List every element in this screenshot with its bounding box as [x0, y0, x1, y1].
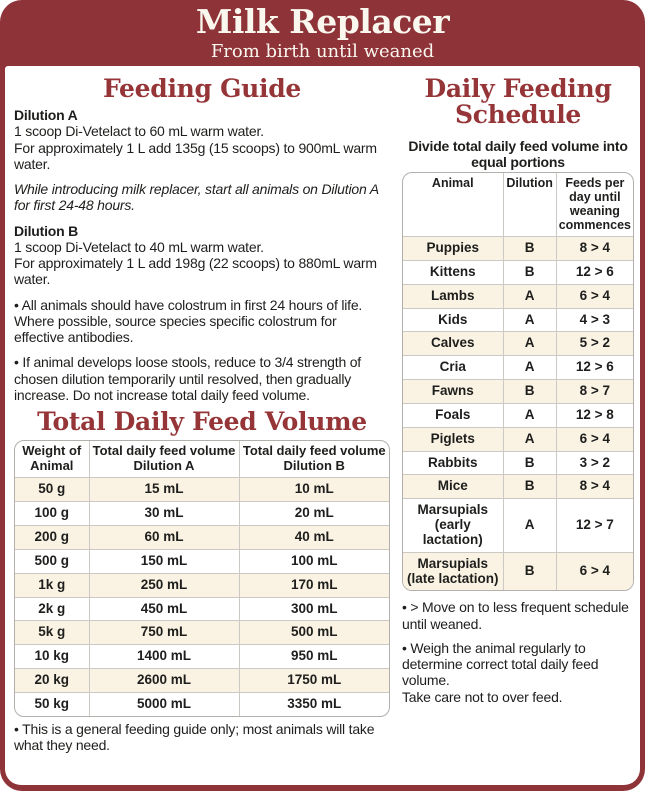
schedule-column [402, 70, 634, 785]
table-row [403, 260, 633, 284]
table-row [403, 284, 633, 308]
table-cell: 1750 mL [239, 669, 389, 693]
table-cell: B [503, 451, 556, 475]
feeding-guide-title: Feeding Guide [102, 74, 302, 103]
table-cell: Puppies [403, 236, 503, 260]
column-header: Total daily feed volume Dilution B [239, 441, 389, 478]
table-row [15, 645, 389, 669]
table-row [15, 502, 389, 526]
table-row [403, 499, 633, 553]
dilution-a-label: Dilution A [14, 107, 78, 124]
table-cell: 150 mL [89, 549, 239, 573]
table-row [403, 380, 633, 404]
content-area [5, 66, 640, 785]
table-row [403, 332, 633, 356]
table-header-row [15, 441, 389, 478]
table-row [403, 475, 633, 499]
table-cell: 12 > 8 [556, 403, 633, 427]
column-header: Animal [431, 175, 474, 190]
table-cell: 2k g [15, 597, 89, 621]
table-cell: 100 mL [239, 549, 389, 573]
table-row [15, 573, 389, 597]
volume-table-title: Total Daily Feed Volume [37, 407, 367, 436]
table-cell: 1k g [15, 573, 89, 597]
page-subtitle: From birth until weaned [210, 40, 435, 62]
table-cell: Marsupials (late lactation) [403, 552, 503, 590]
table-row [403, 451, 633, 475]
table-row [15, 669, 389, 693]
table-cell: 3 > 2 [556, 451, 633, 475]
table-cell: A [503, 403, 556, 427]
table-cell: B [503, 552, 556, 590]
table-cell: 4 > 3 [556, 308, 633, 332]
table-cell: 5 > 2 [556, 332, 633, 356]
table-row [403, 403, 633, 427]
bullet-colostrum: • All animals should have colostrum in first 24 hours of life. Where possible, source species specific colostrum for effective antibodies. [14, 296, 363, 346]
table-cell: 450 mL [89, 597, 239, 621]
table-cell: A [503, 427, 556, 451]
table-cell: 15 mL [89, 478, 239, 502]
table-cell: 500 mL [239, 621, 389, 645]
table-header-row [403, 173, 633, 237]
table-cell: 950 mL [239, 645, 389, 669]
schedule-table [403, 173, 633, 591]
table-cell: 60 mL [89, 526, 239, 550]
dilution-b-label: Dilution B [14, 222, 79, 239]
table-cell: Lambs [403, 284, 503, 308]
table-cell: Rabbits [403, 451, 503, 475]
table-cell: 6 > 4 [556, 427, 633, 451]
column-header: Feeds per day until weaning commences [556, 173, 633, 237]
table-cell: 300 mL [239, 597, 389, 621]
table-cell: Foals [403, 403, 503, 427]
dilution-b-line1: 1 scoop Di-Vetelact to 40 mL warm water. [14, 238, 264, 255]
table-cell: 30 mL [89, 502, 239, 526]
table-cell: Cria [403, 356, 503, 380]
table-cell: B [503, 380, 556, 404]
schedule-note-overfeed: Take care not to over feed. [402, 688, 563, 705]
table-row [15, 526, 389, 550]
table-cell: 5k g [15, 621, 89, 645]
dilution-a-line2: For approximately 1 L add 135g (15 scoops) to 900mL warm water. [14, 139, 377, 172]
table-cell: 50 kg [15, 692, 89, 715]
table-cell: Fawns [403, 380, 503, 404]
table-row [15, 549, 389, 573]
column-header: Total daily feed volume Dilution A [89, 441, 239, 478]
table-cell: 3350 mL [239, 692, 389, 715]
volume-table [15, 441, 389, 716]
table-cell: 200 g [15, 526, 89, 550]
table-cell: 1400 mL [89, 645, 239, 669]
schedule-note-weigh: • Weigh the animal regularly to determine correct total daily feed volume. [402, 639, 599, 689]
table-cell: 10 mL [239, 478, 389, 502]
table-cell: 8 > 4 [556, 475, 633, 499]
table-cell: B [503, 260, 556, 284]
column-header: Dilution [503, 173, 556, 237]
table-cell: Marsupials (early lactation) [403, 499, 503, 553]
table-cell: 12 > 6 [556, 356, 633, 380]
table-cell: 750 mL [89, 621, 239, 645]
table-row [403, 356, 633, 380]
table-cell: A [503, 332, 556, 356]
table-cell: A [503, 356, 556, 380]
table-cell: 8 > 4 [556, 236, 633, 260]
table-cell: 6 > 4 [556, 284, 633, 308]
table-row [15, 692, 389, 715]
schedule-subtitle: Divide total daily feed volume into equal portions [408, 137, 628, 170]
table-cell: 2600 mL [89, 669, 239, 693]
table-cell: 50 g [15, 478, 89, 502]
table-row [403, 552, 633, 590]
table-cell: 12 > 6 [556, 260, 633, 284]
table-cell: 20 mL [239, 502, 389, 526]
table-cell: B [503, 236, 556, 260]
table-row [15, 478, 389, 502]
table-cell: Piglets [403, 427, 503, 451]
table-row [403, 427, 633, 451]
table-cell: 250 mL [89, 573, 239, 597]
table-cell: 8 > 7 [556, 380, 633, 404]
table-cell: 100 g [15, 502, 89, 526]
dilution-b-line2: For approximately 1 L add 198g (22 scoops) to 880mL warm water. [14, 255, 377, 288]
dilution-a-line1: 1 scoop Di-Vetelact to 60 mL warm water. [14, 123, 264, 140]
table-row [15, 597, 389, 621]
volume-footnote: • This is a general feeding guide only; most animals will take what they need. [14, 720, 375, 754]
table-cell: Calves [403, 332, 503, 356]
table-row [15, 621, 389, 645]
table-cell: 6 > 4 [556, 552, 633, 590]
table-row [403, 236, 633, 260]
table-cell: B [503, 475, 556, 499]
column-header: Weight of Animal [22, 443, 82, 473]
table-cell: 20 kg [15, 669, 89, 693]
table-cell: 12 > 7 [556, 499, 633, 553]
table-cell: 5000 mL [89, 692, 239, 715]
bullet-loose-stools: • If animal develops loose stools, reduce to 3/4 strength of chosen dilution temporarily until resolved, then gradually increase. Do not increase total daily feed volume. [14, 354, 361, 403]
header [0, 0, 645, 66]
table-cell: Kids [403, 308, 503, 332]
schedule-table-wrap [402, 172, 634, 592]
table-cell: 40 mL [239, 526, 389, 550]
page-title: Milk Replacer [195, 2, 450, 41]
schedule-note-frequency: • > Move on to less frequent schedule until weaned. [402, 599, 629, 632]
table-cell: Mice [403, 475, 503, 499]
volume-table-wrap [14, 440, 390, 717]
table-cell: A [503, 284, 556, 308]
table-row [403, 308, 633, 332]
table-cell: A [503, 499, 556, 553]
table-cell: 10 kg [15, 645, 89, 669]
intro-note: While introducing milk replacer, start all animals on Dilution A for first 24-48 hours. [14, 181, 379, 214]
feeding-guide-column [14, 70, 390, 785]
schedule-title: Daily Feeding Schedule [424, 74, 612, 130]
table-cell: 170 mL [239, 573, 389, 597]
table-cell: Kittens [403, 260, 503, 284]
table-cell: A [503, 308, 556, 332]
table-cell: 500 g [15, 549, 89, 573]
